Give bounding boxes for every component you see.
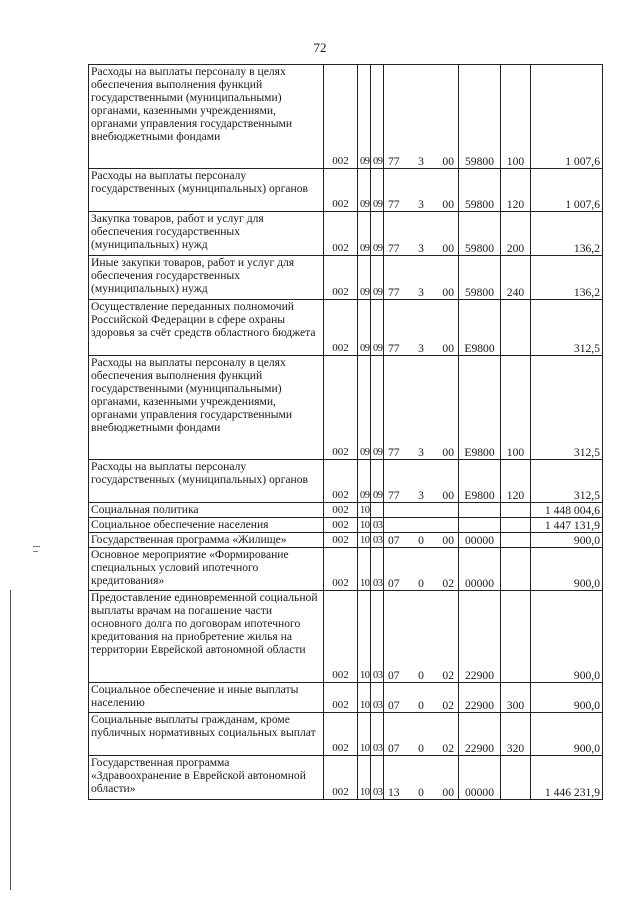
target-article-parts <box>386 342 456 355</box>
expense-type-code: 240 <box>501 256 531 300</box>
program-code: 77 <box>388 446 400 459</box>
section-code: 09 <box>358 460 371 503</box>
ministry-code: 002 <box>324 683 358 713</box>
subsection-code: 09 <box>371 300 384 356</box>
subprogram-code: 3 <box>418 342 424 355</box>
direction-code: 22900 <box>459 713 501 756</box>
target-article-code <box>384 256 459 300</box>
row-name: Расходы на выплаты персоналу в целях обеспечения выполнения функций государственными (муниципальными) органами, казенными учреждениями, органами управления государственными внебюджетными фондами <box>89 356 324 460</box>
direction-code: Е9800 <box>459 300 501 356</box>
expense-type-code: 120 <box>501 169 531 212</box>
expense-type-code <box>501 503 531 518</box>
program-code: 07 <box>388 669 400 682</box>
ministry-code: 002 <box>324 756 358 800</box>
ministry-code: 002 <box>324 212 358 256</box>
target-article-parts <box>386 446 456 459</box>
subsection-code: 09 <box>371 169 384 212</box>
program-code: 77 <box>388 242 400 255</box>
table-row <box>89 518 603 533</box>
table-row <box>89 683 603 713</box>
amount-cell: 312,5 <box>531 300 603 356</box>
subsection-code <box>371 503 384 518</box>
ministry-code: 002 <box>324 169 358 212</box>
program-code: 77 <box>388 155 400 168</box>
subprogram-code: 3 <box>418 198 424 211</box>
expense-type-code <box>501 300 531 356</box>
row-name: Социальное обеспечение населения <box>89 518 324 533</box>
expense-type-code <box>501 756 531 800</box>
target-article-parts <box>386 286 456 299</box>
amount-cell: 900,0 <box>531 533 603 548</box>
subprogram-code: 3 <box>418 242 424 255</box>
amount-cell: 136,2 <box>531 256 603 300</box>
target-article-code <box>384 460 459 503</box>
subsection-code: 09 <box>371 212 384 256</box>
subsection-code: 03 <box>371 683 384 713</box>
section-code: 10 <box>358 518 371 533</box>
section-code: 09 <box>358 65 371 169</box>
program-code: 77 <box>388 286 400 299</box>
subprogram-code: 0 <box>418 577 424 590</box>
amount-cell: 312,5 <box>531 460 603 503</box>
program-code: 77 <box>388 342 400 355</box>
target-article-parts <box>386 742 456 755</box>
subsection-code: 09 <box>371 256 384 300</box>
program-code: 77 <box>388 489 400 502</box>
table-row <box>89 356 603 460</box>
row-name: Расходы на выплаты персоналу государственных (муниципальных) органов <box>89 169 324 212</box>
direction-code: Е9800 <box>459 356 501 460</box>
amount-cell: 900,0 <box>531 683 603 713</box>
amount-cell: 900,0 <box>531 591 603 683</box>
target-article-code <box>384 212 459 256</box>
ministry-code: 002 <box>324 300 358 356</box>
direction-code: 22900 <box>459 591 501 683</box>
subprogram-code: 3 <box>418 489 424 502</box>
section-code: 09 <box>358 212 371 256</box>
section-code: 10 <box>358 533 371 548</box>
direction-code: 59800 <box>459 65 501 169</box>
ministry-code: 002 <box>324 548 358 591</box>
table-row <box>89 300 603 356</box>
program-code: 07 <box>388 534 400 547</box>
activity-code: 00 <box>442 155 454 168</box>
subsection-code: 03 <box>371 591 384 683</box>
row-name: Предоставление единовременной социальной выплаты врачам на погашение части основного долга по договорам ипотечного кредитования на приобретение жилья на территории Еврейской автономной области <box>89 591 324 683</box>
subprogram-code: 0 <box>418 786 424 799</box>
ministry-code: 002 <box>324 503 358 518</box>
subprogram-code: 3 <box>418 155 424 168</box>
table-row <box>89 65 603 169</box>
row-name: Социальные выплаты гражданам, кроме публичных нормативных социальных выплат <box>89 713 324 756</box>
table-row <box>89 460 603 503</box>
subsection-code: 03 <box>371 548 384 591</box>
target-article-code <box>384 533 459 548</box>
amount-cell: 1 447 131,9 <box>531 518 603 533</box>
expense-type-code <box>501 591 531 683</box>
expense-type-code: 100 <box>501 65 531 169</box>
target-article-parts <box>386 786 456 799</box>
activity-code: 00 <box>442 342 454 355</box>
ministry-code: 002 <box>324 591 358 683</box>
activity-code: 00 <box>442 489 454 502</box>
program-code: 07 <box>388 699 400 712</box>
direction-code: Е9800 <box>459 460 501 503</box>
section-code: 09 <box>358 169 371 212</box>
target-article-code <box>384 503 459 518</box>
row-name: Государственная программа «Жилище» <box>89 533 324 548</box>
expense-type-code: 300 <box>501 683 531 713</box>
target-article-code <box>384 518 459 533</box>
target-article-code <box>384 65 459 169</box>
row-name: Иные закупки товаров, работ и услуг для обеспечения государственных (муниципальных) нужд <box>89 256 324 300</box>
target-article-code <box>384 356 459 460</box>
direction-code: 59800 <box>459 169 501 212</box>
section-code: 10 <box>358 713 371 756</box>
activity-code: 00 <box>442 786 454 799</box>
expense-type-code <box>501 533 531 548</box>
ministry-code: 002 <box>324 713 358 756</box>
program-code: 07 <box>388 577 400 590</box>
target-article-parts <box>386 242 456 255</box>
subprogram-code: 3 <box>418 286 424 299</box>
subsection-code: 09 <box>371 356 384 460</box>
table-row <box>89 713 603 756</box>
target-article-code <box>384 300 459 356</box>
amount-cell: 900,0 <box>531 713 603 756</box>
subprogram-code: 0 <box>418 534 424 547</box>
activity-code: 00 <box>442 534 454 547</box>
direction-code: 22900 <box>459 683 501 713</box>
expense-type-code: 100 <box>501 356 531 460</box>
ministry-code: 002 <box>324 533 358 548</box>
activity-code: 00 <box>442 242 454 255</box>
expense-type-code <box>501 548 531 591</box>
program-code: 77 <box>388 198 400 211</box>
section-code: 09 <box>358 300 371 356</box>
ministry-code: 002 <box>324 256 358 300</box>
target-article-parts <box>386 577 456 590</box>
ministry-code: 002 <box>324 518 358 533</box>
target-article-parts <box>386 155 456 168</box>
subsection-code: 03 <box>371 533 384 548</box>
amount-cell: 1 448 004,6 <box>531 503 603 518</box>
activity-code: 02 <box>442 577 454 590</box>
activity-code: 02 <box>442 699 454 712</box>
row-name: Социальная политика <box>89 503 324 518</box>
row-name: Закупка товаров, работ и услуг для обеспечения государственных (муниципальных) нужд <box>89 212 324 256</box>
row-name: Расходы на выплаты персоналу в целях обеспечения выполнения функций государственными (муниципальными) органами, казенными учреждениями, органами управления государственными внебюджетными фондами <box>89 65 324 169</box>
subprogram-code: 0 <box>418 669 424 682</box>
expense-type-code: 320 <box>501 713 531 756</box>
target-article-code <box>384 756 459 800</box>
direction-code: 59800 <box>459 256 501 300</box>
section-code: 10 <box>358 756 371 800</box>
expense-type-code <box>501 518 531 533</box>
target-article-parts <box>386 699 456 712</box>
row-name: Основное мероприятие «Формирование специальных условий ипотечного кредитования» <box>89 548 324 591</box>
section-code: 09 <box>358 256 371 300</box>
subsection-code: 03 <box>371 713 384 756</box>
program-code: 07 <box>388 742 400 755</box>
subprogram-code: 0 <box>418 742 424 755</box>
budget-table <box>88 64 603 800</box>
target-article-code <box>384 713 459 756</box>
activity-code: 02 <box>442 742 454 755</box>
amount-cell: 312,5 <box>531 356 603 460</box>
table-row <box>89 756 603 800</box>
amount-cell: 1 007,6 <box>531 65 603 169</box>
amount-cell: 1 446 231,9 <box>531 756 603 800</box>
activity-code: 00 <box>442 446 454 459</box>
row-name: Расходы на выплаты персоналу государственных (муниципальных) органов <box>89 460 324 503</box>
subprogram-code: 0 <box>418 699 424 712</box>
direction-code <box>459 518 501 533</box>
subsection-code: 09 <box>371 460 384 503</box>
subsection-code: 03 <box>371 518 384 533</box>
expense-type-code: 200 <box>501 212 531 256</box>
section-code: 10 <box>358 548 371 591</box>
page-number: 72 <box>313 40 327 55</box>
table-row <box>89 503 603 518</box>
ministry-code: 002 <box>324 65 358 169</box>
subprogram-code: 3 <box>418 446 424 459</box>
subsection-code: 03 <box>371 756 384 800</box>
left-margin-line <box>10 590 11 890</box>
direction-code: 00000 <box>459 756 501 800</box>
target-article-code <box>384 548 459 591</box>
activity-code: 00 <box>442 286 454 299</box>
table-row <box>89 169 603 212</box>
table-row <box>89 256 603 300</box>
section-code: 10 <box>358 683 371 713</box>
direction-code <box>459 503 501 518</box>
target-article-parts <box>386 198 456 211</box>
amount-cell: 900,0 <box>531 548 603 591</box>
row-name: Социальное обеспечение и иные выплаты населению <box>89 683 324 713</box>
direction-code: 59800 <box>459 212 501 256</box>
target-article-parts <box>386 489 456 502</box>
direction-code: 00000 <box>459 533 501 548</box>
ministry-code: 002 <box>324 460 358 503</box>
table-row <box>89 212 603 256</box>
table-row <box>89 533 603 548</box>
row-name: Осуществление переданных полномочий Российской Федерации в сфере охраны здоровья за счёт средств областного бюджета <box>89 300 324 356</box>
margin-mark <box>33 551 38 552</box>
table-row <box>89 548 603 591</box>
amount-cell: 136,2 <box>531 212 603 256</box>
table-body <box>89 65 603 800</box>
margin-mark <box>33 546 40 547</box>
program-code: 13 <box>388 786 400 799</box>
target-article-code <box>384 683 459 713</box>
row-name: Государственная программа «Здравоохранение в Еврейской автономной области» <box>89 756 324 800</box>
subsection-code: 09 <box>371 65 384 169</box>
section-code: 10 <box>358 591 371 683</box>
expense-type-code: 120 <box>501 460 531 503</box>
activity-code: 00 <box>442 198 454 211</box>
target-article-code <box>384 591 459 683</box>
target-article-parts <box>386 534 456 547</box>
table-row <box>89 591 603 683</box>
activity-code: 02 <box>442 669 454 682</box>
direction-code: 00000 <box>459 548 501 591</box>
ministry-code: 002 <box>324 356 358 460</box>
target-article-code <box>384 169 459 212</box>
target-article-parts <box>386 669 456 682</box>
section-code: 10 <box>358 503 371 518</box>
amount-cell: 1 007,6 <box>531 169 603 212</box>
section-code: 09 <box>358 356 371 460</box>
